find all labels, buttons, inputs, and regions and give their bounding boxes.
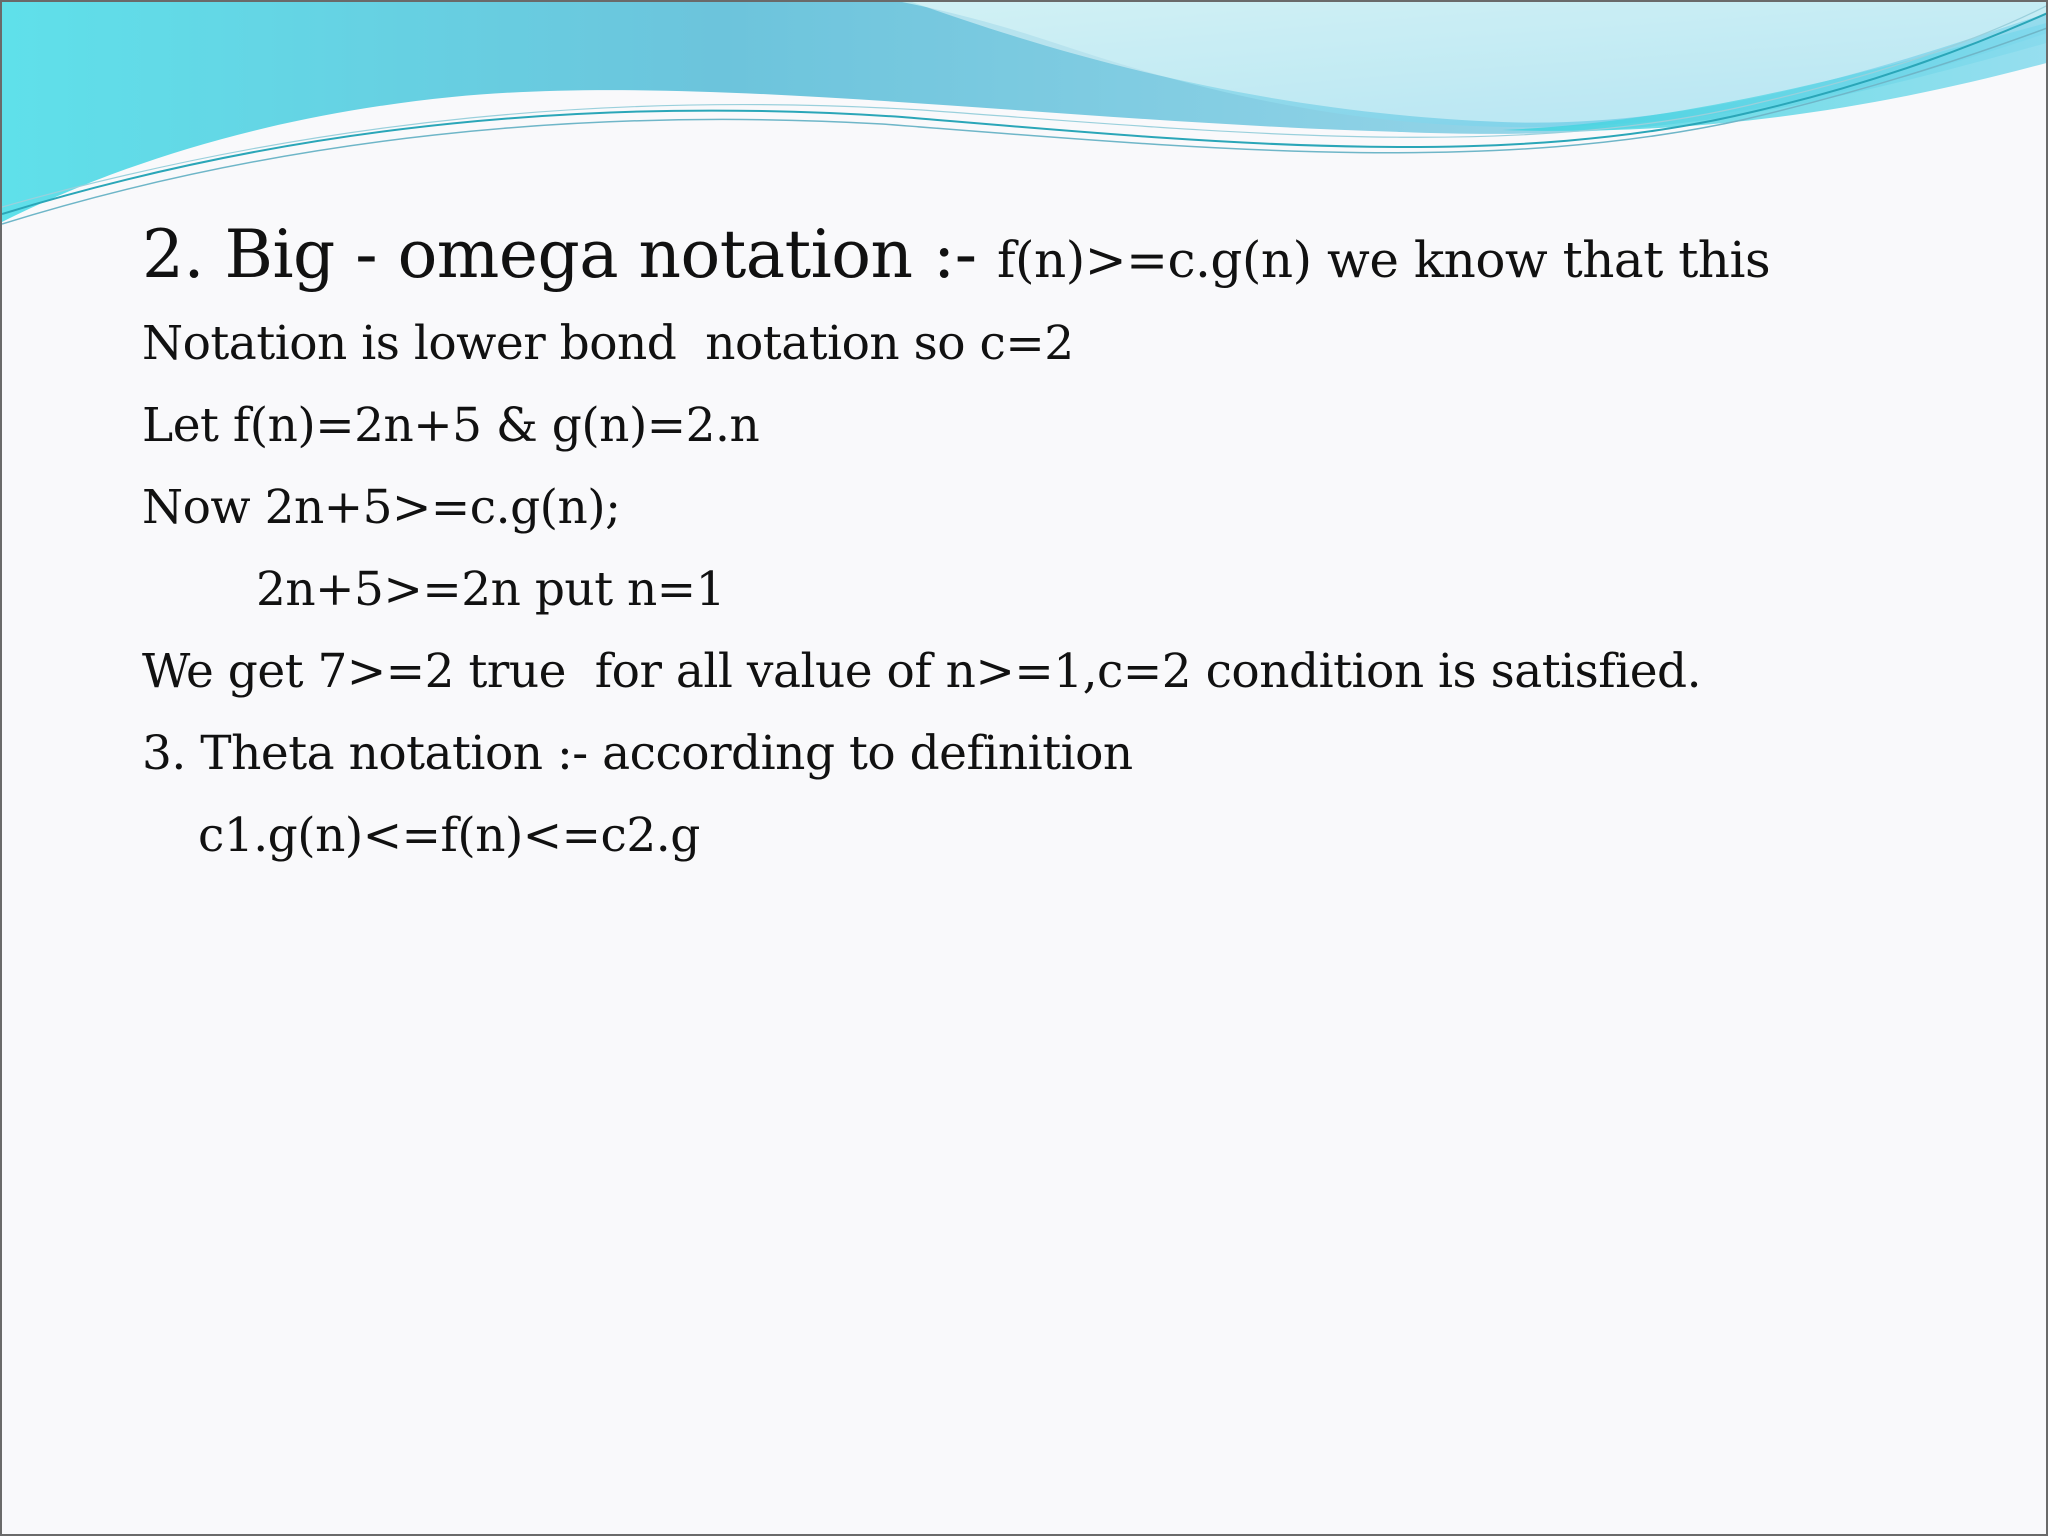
slide-content: [142, 214, 1922, 877]
slide-heading: [142, 214, 1922, 303]
text-line-3: Now 2n+5>=c.g(n);: [142, 480, 621, 535]
text-line-4: 2n+5>=2n put n=1: [256, 562, 726, 617]
heading-formula: f(n)>=c.g(n) we know that this: [997, 231, 1771, 289]
text-line-1: Notation is lower bond notation so c=2: [142, 316, 1074, 371]
text-line-2: Let f(n)=2n+5 & g(n)=2.n: [142, 398, 760, 453]
decorative-wave-banner: [2, 2, 2048, 242]
text-line-5: We get 7>=2 true for all value of n>=1,c=2 condition is satisfied.: [142, 644, 1702, 699]
text-line-7: c1.g(n)<=f(n)<=c2.g: [198, 808, 700, 863]
text-line-6: 3. Theta notation :- according to definition: [142, 726, 1133, 781]
heading-title: 2. Big - omega notation :-: [142, 216, 998, 293]
